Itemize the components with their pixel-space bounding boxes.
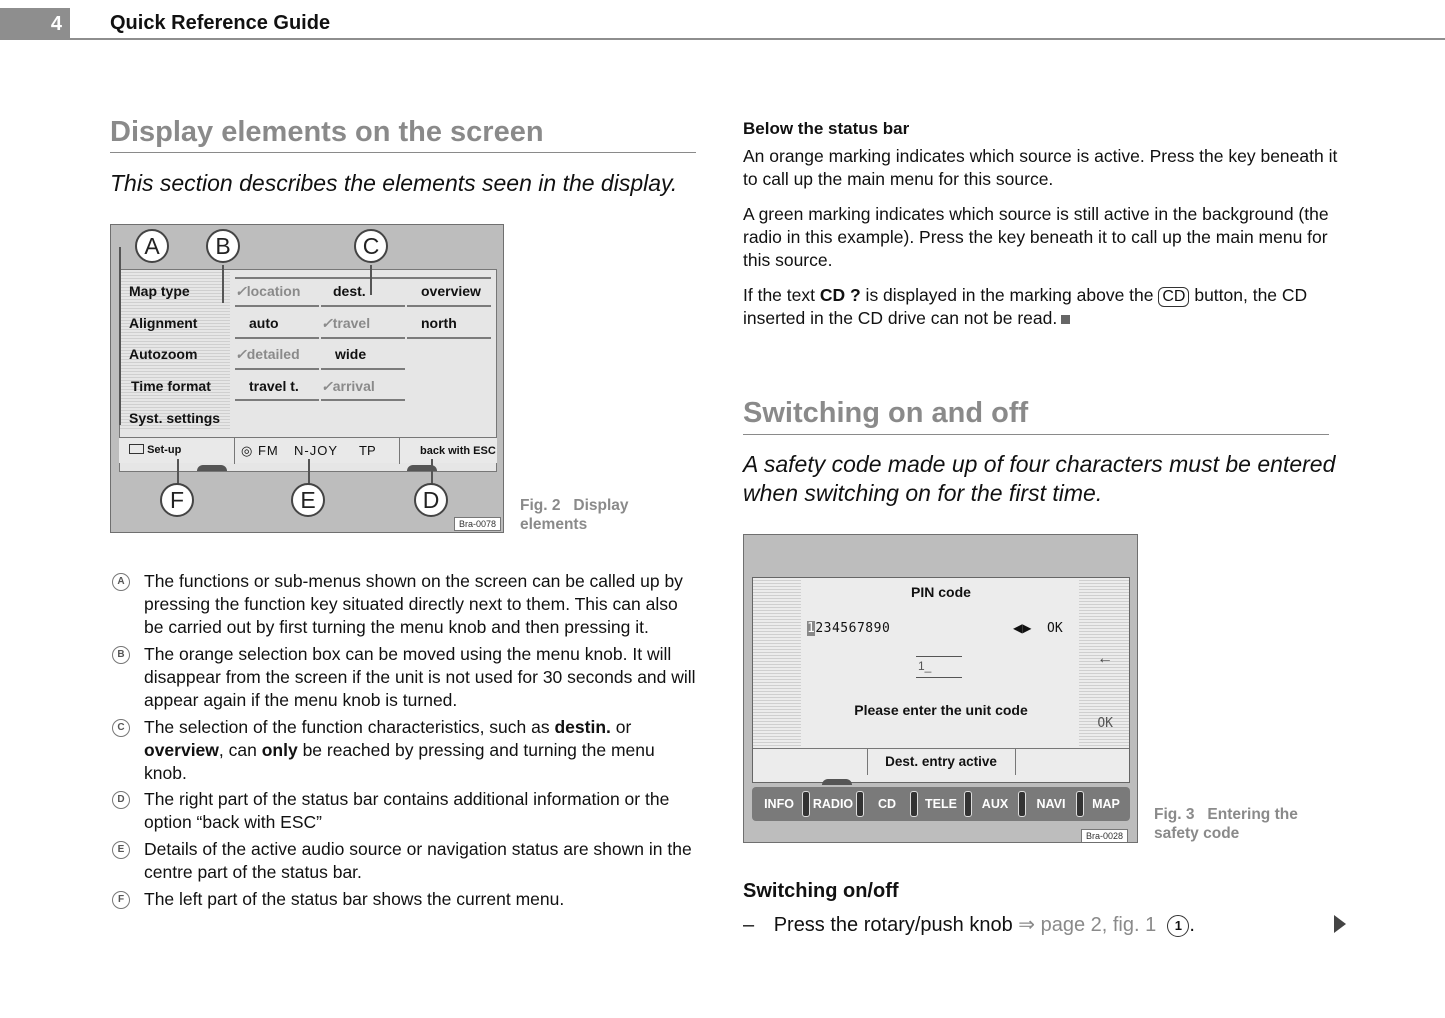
section-heading-display: Display elements on the screen — [110, 116, 544, 148]
option-detailed — [235, 346, 300, 363]
legend-item-f — [112, 888, 702, 911]
menu-rule — [235, 277, 319, 279]
option-overview: overview — [421, 283, 481, 299]
text-run: The selection of the function characteristics, such as — [144, 717, 555, 737]
bold-run: overview — [144, 740, 219, 760]
legend-text: Details of the active audio source or navigation status are shown in the centre part of the status bar. — [144, 839, 692, 882]
legend-text: The orange selection box can be moved using the menu knob. It will disappear from the screen if the unit is not used for 30 seconds and will appear again if the menu knob is turned. — [144, 644, 696, 710]
active-key-marker — [822, 779, 852, 785]
check-icon: ✓ — [321, 315, 333, 331]
caption-text: safety code — [1154, 825, 1240, 842]
legend-text: The left part of the status bar shows the current menu. — [144, 889, 565, 909]
pin-display — [752, 577, 1130, 783]
heading-rule — [110, 152, 696, 153]
pin-ok: OK — [1047, 621, 1063, 636]
figure-display-elements — [110, 224, 504, 533]
option-north: north — [421, 315, 457, 331]
option-location — [235, 283, 300, 300]
source-info-button[interactable]: INFO — [764, 797, 794, 811]
legend-key-icon: F — [112, 891, 130, 909]
option-dest: dest. — [333, 283, 366, 299]
header-rule — [0, 38, 1445, 40]
caption-number: Fig. 3 — [1154, 806, 1195, 823]
legend-key-icon: A — [112, 573, 130, 591]
caption-text: elements — [520, 516, 588, 533]
status-station: N-JOY — [294, 443, 338, 458]
pin-status-bar — [753, 748, 1129, 774]
text-run: or — [610, 717, 632, 737]
end-mark-icon — [1061, 315, 1070, 324]
option-label: location — [246, 283, 301, 299]
text-run: be reached by pressing and turning the menu knob. — [144, 740, 655, 783]
figure-safety-code — [743, 534, 1138, 843]
option-underline — [235, 337, 319, 339]
status-divider — [1015, 749, 1016, 775]
figure-code: Bra-0078 — [454, 517, 501, 531]
pin-cursor: 1 — [807, 621, 816, 636]
option-underline — [407, 305, 491, 307]
heading-rule — [743, 434, 1329, 435]
option-travel-time: travel t. — [249, 378, 299, 394]
figure-code: Bra-0028 — [1081, 829, 1128, 843]
source-map-button[interactable]: MAP — [1092, 797, 1120, 811]
source-aux-button[interactable]: AUX — [981, 797, 1009, 811]
radio-icon: ◎ — [241, 443, 254, 458]
paragraph-cd-error — [743, 284, 1343, 330]
option-auto: auto — [249, 315, 279, 331]
option-underline — [321, 305, 405, 307]
step-dash: – — [743, 914, 755, 936]
pin-prompt: Please enter the unit code — [854, 702, 1028, 718]
check-icon: ✓ — [235, 346, 247, 362]
option-underline — [235, 368, 319, 370]
option-arrival — [321, 378, 375, 395]
option-label: travel — [332, 315, 371, 331]
figure-caption-2 — [520, 496, 629, 534]
paragraph-orange-marking: An orange marking indicates which source is active. Press the key beneath it to call up the main menu for this source. — [743, 146, 1338, 189]
source-separator — [1018, 791, 1026, 817]
option-underline — [321, 337, 405, 339]
menu-label-map-type: Map type — [129, 283, 190, 299]
caption-line — [520, 496, 629, 515]
callout-c-line — [370, 265, 372, 295]
section-lead-display: This section describes the elements seen in the display. — [110, 170, 678, 196]
option-underline — [321, 368, 405, 370]
option-wide: wide — [335, 346, 367, 362]
legend-key-icon: D — [112, 791, 130, 809]
source-separator — [910, 791, 918, 817]
display-stripes — [753, 578, 801, 748]
option-underline — [321, 399, 405, 401]
legend-text — [144, 716, 702, 785]
menu-rule — [405, 277, 491, 279]
step-instruction — [743, 912, 1195, 937]
source-navi-button[interactable]: NAVI — [1036, 797, 1066, 811]
status-divider — [234, 438, 235, 464]
status-left-label: Set-up — [147, 444, 182, 456]
caption-text: Entering the — [1207, 806, 1298, 823]
source-separator — [802, 791, 810, 817]
source-separator — [1076, 791, 1084, 817]
dest-entry-status: Dest. entry active — [885, 754, 997, 769]
callout-a-line — [119, 247, 121, 425]
callout-f: F — [160, 483, 194, 517]
status-right: back with ESC — [420, 445, 496, 457]
step-end: . — [1189, 914, 1195, 936]
legend-item-c — [112, 716, 702, 785]
setup-icon — [129, 444, 144, 454]
source-separator — [964, 791, 972, 817]
text-run: , can — [218, 740, 262, 760]
legend-key-icon: E — [112, 841, 130, 859]
option-underline — [407, 337, 491, 339]
caption-text: Display — [573, 497, 629, 514]
side-ok: OK — [1097, 716, 1113, 731]
page-reference-link[interactable] — [1018, 914, 1156, 936]
active-key-marker — [197, 465, 227, 471]
source-tele-button[interactable]: TELE — [925, 797, 957, 811]
option-label: arrival — [332, 378, 375, 394]
option-underline — [235, 399, 319, 401]
arrow-left-right-icon: ◀▶ — [1013, 621, 1032, 635]
check-icon: ✓ — [235, 283, 247, 299]
guide-title: Quick Reference Guide — [110, 12, 331, 34]
option-travel — [321, 315, 370, 332]
text-run: If the text — [743, 285, 820, 305]
back-arrow-icon: ← — [1097, 650, 1113, 667]
callout-b-line — [222, 265, 224, 303]
legend-item-a — [112, 570, 702, 639]
paragraph-green-marking: A green marking indicates which source is still active in the background (the radio in this example). Press the key beneath it to call up the main menu for this source. — [743, 204, 1329, 270]
cd-key-icon: CD — [1158, 287, 1189, 307]
legend-key-icon: B — [112, 646, 130, 664]
callout-b: B — [206, 229, 240, 263]
option-underline — [235, 305, 319, 307]
callout-e: E — [291, 483, 325, 517]
source-radio-button[interactable]: RADIO — [812, 797, 854, 811]
figure-caption-3 — [1154, 805, 1298, 843]
menu-label-autozoom: Autozoom — [129, 346, 198, 362]
page-number: 4 — [0, 8, 70, 40]
legend-item-b — [112, 643, 702, 712]
bold-run: CD ? — [819, 285, 861, 305]
next-page-arrow-icon[interactable] — [1334, 915, 1346, 933]
status-bar-heading: Below the status bar — [743, 119, 910, 138]
check-icon: ✓ — [321, 378, 333, 394]
pin-digits: 234567890 — [815, 621, 891, 636]
menu-rule — [319, 277, 405, 279]
status-band: FM — [257, 443, 279, 458]
legend-key-icon: C — [112, 719, 130, 737]
option-label: detailed — [246, 346, 300, 362]
legend-text: The right part of the status bar contains additional information or the option “back with ESC” — [144, 789, 670, 832]
status-left — [129, 444, 181, 456]
bold-run: only — [261, 740, 298, 760]
legend-item-e — [112, 838, 702, 884]
callout-a: A — [135, 229, 169, 263]
pin-digit-row — [807, 621, 890, 636]
text-run: is displayed in the marking above the — [860, 285, 1159, 305]
caption-line — [1154, 805, 1298, 824]
caption-number: Fig. 2 — [520, 497, 561, 514]
pin-title: PIN code — [911, 584, 971, 600]
switching-subheading: Switching on/off — [743, 880, 899, 902]
section-heading-switching: Switching on and off — [743, 397, 1029, 429]
pin-entry-field: 1_ — [916, 656, 962, 678]
status-divider — [399, 438, 400, 464]
status-center — [241, 443, 279, 459]
callout-d: D — [414, 483, 448, 517]
step-number-icon: 1 — [1167, 915, 1189, 937]
step-text: Press the rotary/push knob — [773, 914, 1019, 936]
menu-label-alignment: Alignment — [129, 315, 198, 331]
legend-text: The functions or sub-menus shown on the screen can be called up by pressing the function key situated directly next to them. This can also be carried out by first turning the menu knob and then pressing it. — [144, 571, 683, 637]
section-lead-switching: A safety code made up of four characters must be entered when switching on for the first time. — [743, 451, 1336, 506]
source-cd-button[interactable]: CD — [877, 797, 897, 811]
source-separator — [856, 791, 864, 817]
callout-c: C — [354, 229, 388, 263]
legend-item-d — [112, 788, 702, 834]
text-run: button, the CD inserted in the CD drive can not be read. — [743, 285, 1308, 328]
status-tp: TP — [359, 443, 376, 458]
menu-label-syst-settings: Syst. settings — [129, 410, 221, 426]
bold-run: destin. — [554, 717, 611, 737]
menu-label-time-format: Time format — [131, 378, 211, 394]
source-button-bar — [752, 787, 1130, 821]
reference-text: page 2, fig. 1 — [1035, 914, 1157, 936]
reference-arrow-icon: ⇒ — [1018, 914, 1036, 936]
